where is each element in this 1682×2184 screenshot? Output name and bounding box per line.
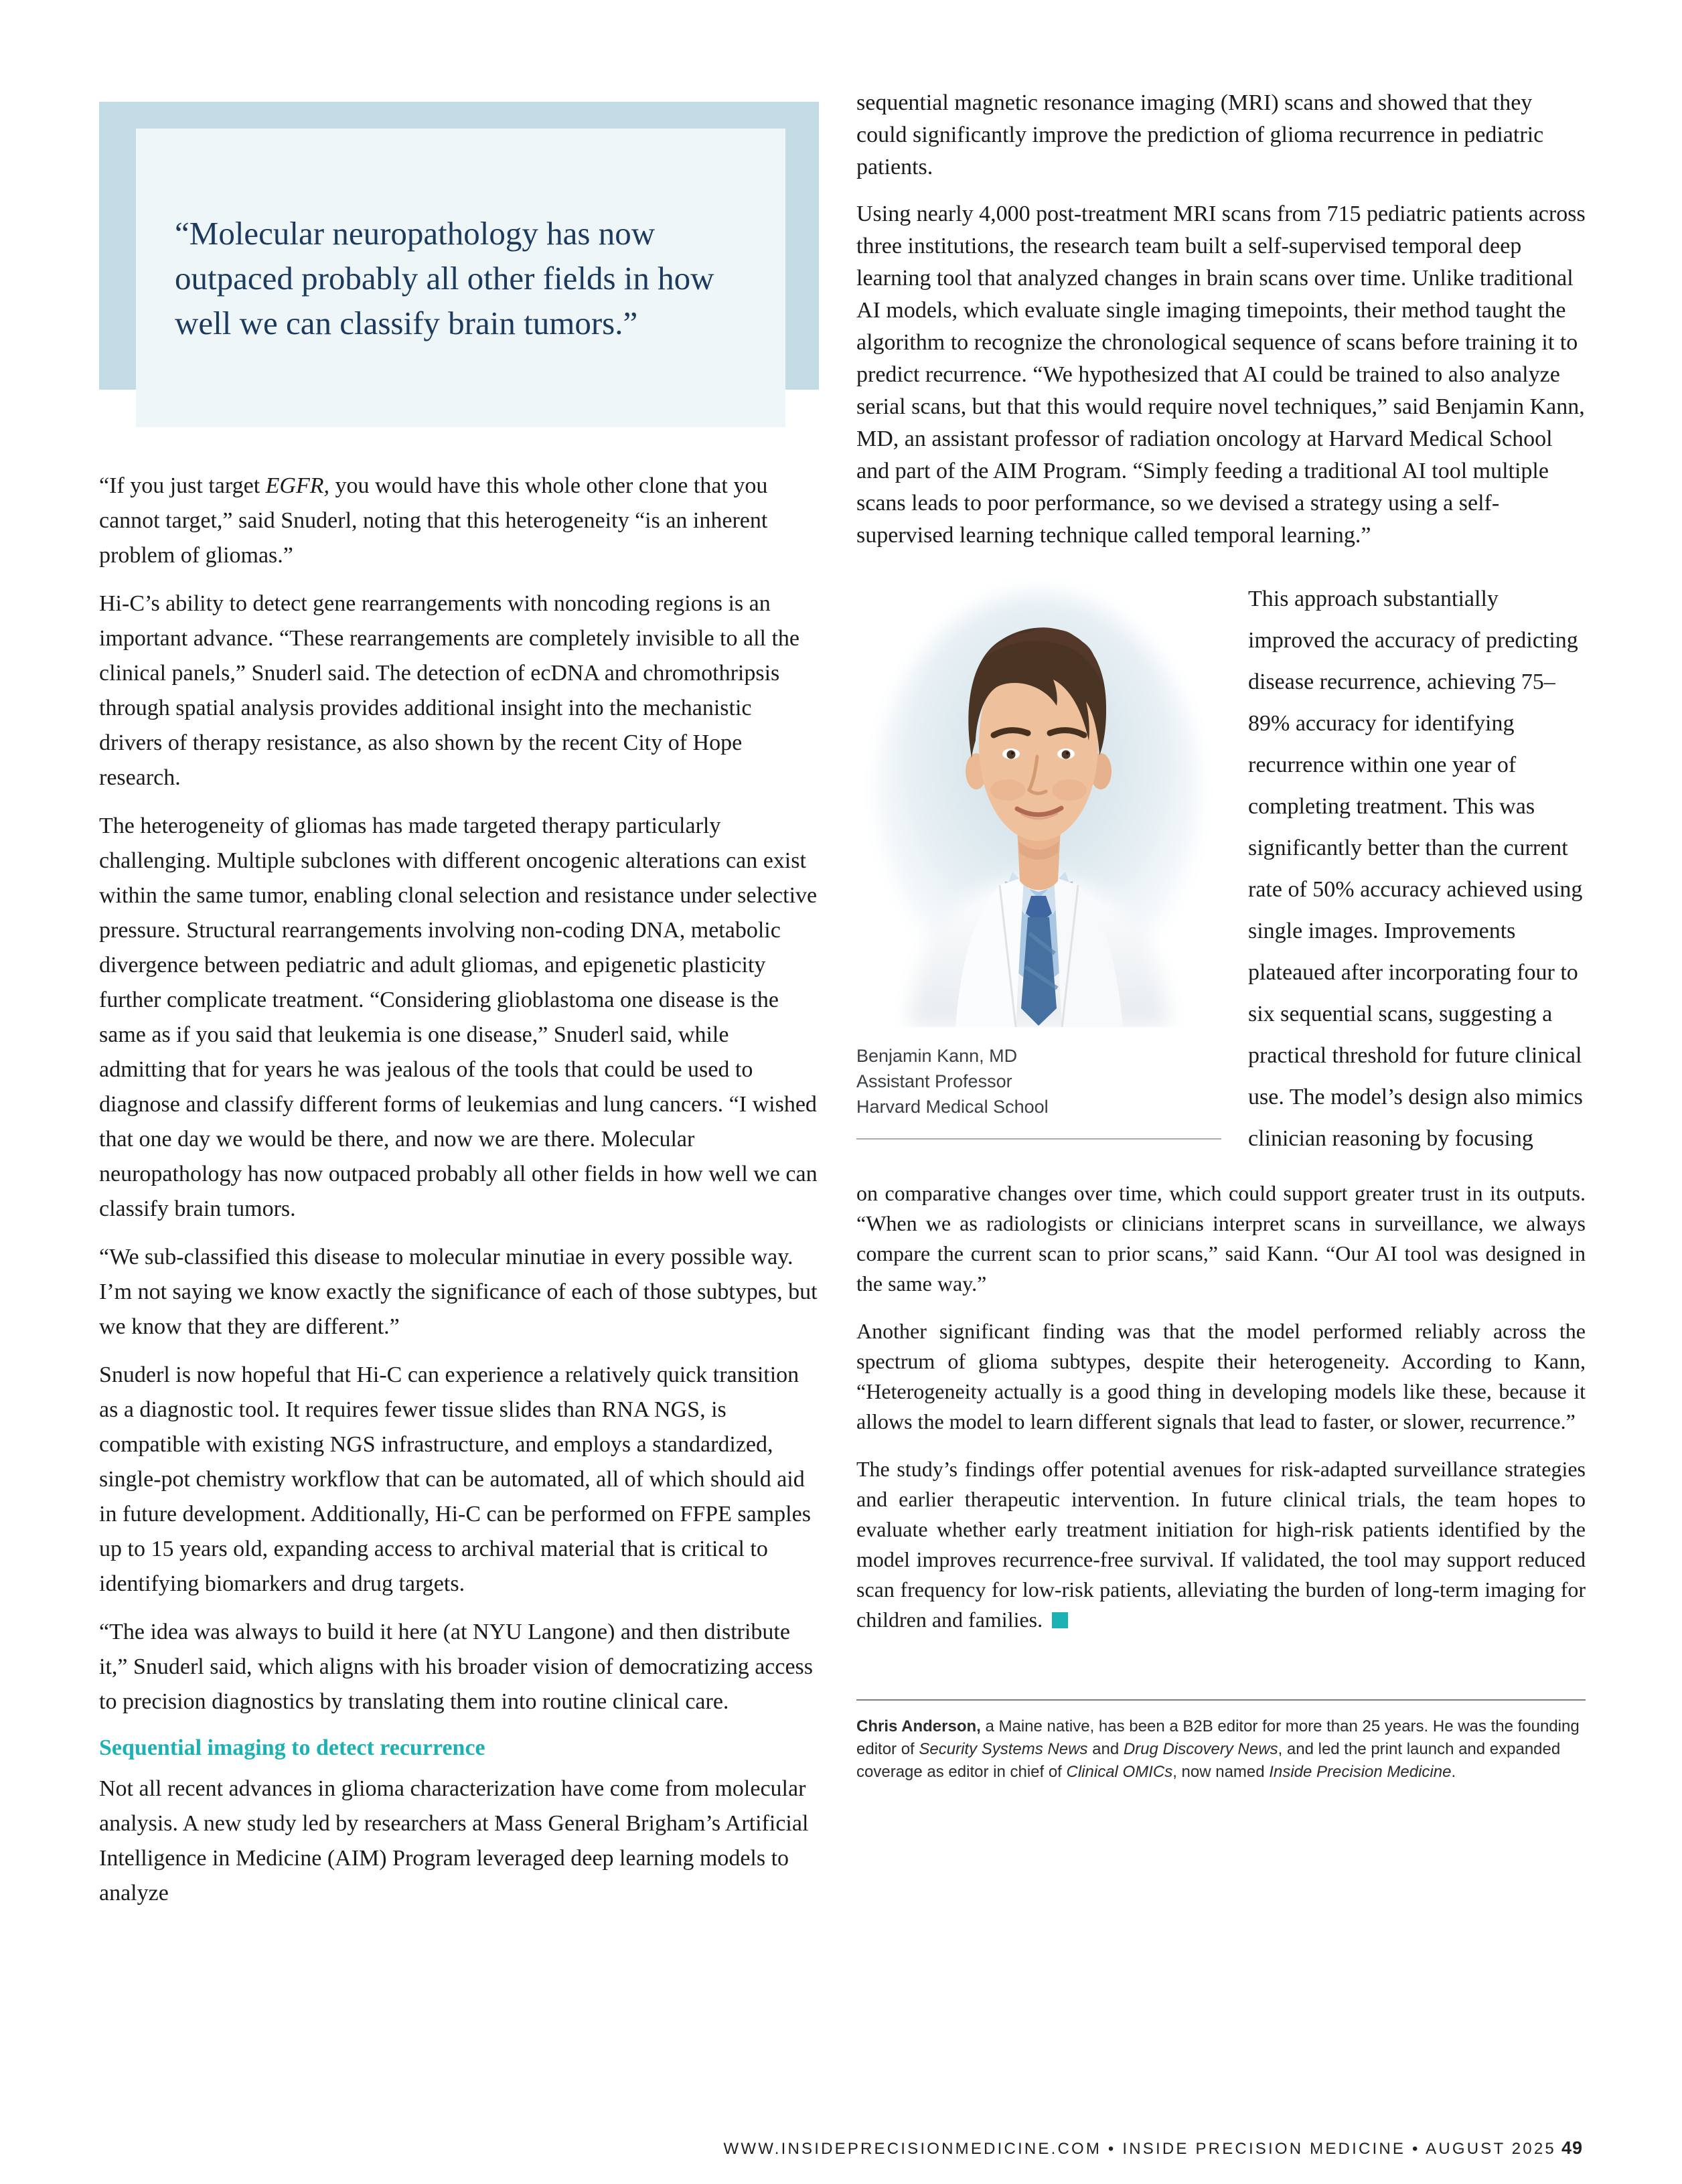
author-bio-text: Chris Anderson, a Maine native, has been a B2B editor for more than 25 years. He was the founding editor of Security Systems News and Drug Discovery News, and led the print launch and expanded coverage as editor in chief of Clinical OMICs, now named Inside Precision Medicine. bbox=[856, 1717, 1580, 1781]
photo-caption bbox=[856, 1043, 1221, 1119]
page-footer bbox=[724, 2138, 1584, 2159]
article-paragraph: “The idea was always to build it here (at NYU Langone) and then distribute it,” Snuderl said, which aligns with his broader vision of democratizing access to precision diagnostics by translating them into routine clinical care. bbox=[99, 1620, 814, 1714]
article-paragraph: “We sub-classified this disease to molecular minutiae in every possible way. I’m not saying we know exactly the significance of each of those subtypes, but we know that they are different.” bbox=[99, 1245, 818, 1339]
footer-text: WWW.INSIDEPRECISIONMEDICINE.COM • INSIDE PRECISION MEDICINE • AUGUST 2025 bbox=[723, 2140, 1556, 2158]
article-paragraph: sequential magnetic resonance imaging (MRI) scans and showed that they could significantly improve the prediction of glioma recurrence in pediatric patients. bbox=[856, 90, 1544, 179]
left-column bbox=[99, 87, 819, 1924]
section-heading: Sequential imaging to detect recurrence bbox=[99, 1735, 485, 1760]
article-body bbox=[99, 87, 1586, 1924]
portrait-photo bbox=[856, 578, 1221, 1027]
article-paragraph: The heterogeneity of gliomas has made targeted therapy particularly challenging. Multiple subclones with different oncogenic alterations can exist within the same tumor, enabling clonal selection and resistance under selective pressure. Structural rearrangements involving non-coding DNA, metabolic divergence between pediatric and adult gliomas, and epigenetic plasticity further complicate treatment. “Considering glioblastoma one disease is the same as if you said that leukemia is one disease,” Snuderl said, while admitting that for years he was jealous of the tools that could be used to diagnose and classify different forms of leukemias and lung cancers. “I wished that one day we would be there, and now we are there. Molecular neuropathology has now outpaced probably all other fields in how well we can classify brain tumors. bbox=[99, 813, 818, 1221]
article-paragraph: This approach substantially improved the accuracy of predicting disease recurrence, achieving 75–89% accuracy for identifying recurrence within one year of completing treatment. This was significantly better than the current rate of 50% accuracy achieved using single images. Improvements plateaued after incorporating four to six sequential scans, suggesting a practical threshold for future clinical use. The model’s design also mimics clinician reasoning by focusing bbox=[1248, 587, 1583, 1151]
page-number: 49 bbox=[1561, 2138, 1583, 2158]
right-column bbox=[856, 87, 1586, 1924]
pull-quote-text: “Molecular neuropathology has now outpaced probably all other fields in how well we can classify brain tumors.” bbox=[175, 214, 714, 341]
text-beside-photo bbox=[1248, 578, 1586, 1160]
article-paragraph: Not all recent advances in glioma characterization have come from molecular analysis. A new study led by researchers at Mass General Brigham’s Artificial Intelligence in Medicine (AIM) Program leveraged deep learning models to analyze bbox=[99, 1776, 809, 1905]
article-paragraph: Snuderl is now hopeful that Hi-C can experience a relatively quick transition as a diagnostic tool. It requires fewer tissue slides than RNA NGS, is compatible with existing NGS infrastructure, and employs a standardized, single-pot chemistry workflow that can be automated, all of which should aid in future development. Additionally, Hi-C can be performed on FFPE samples up to 15 years old, expanding access to archival material that is critical to identifying biomarkers and drug targets. bbox=[99, 1362, 811, 1596]
article-paragraph: Using nearly 4,000 post-treatment MRI scans from 715 pediatric patients across three institutions, the research team built a self-supervised temporal deep learning tool that analyzed changes in brain scans over time. Unlike traditional AI models, which evaluate single imaging timepoints, their method taught the algorithm to recognize the chronological sequence of scans before training it to predict recurrence. “We hypothesized that AI could be trained to also analyze serial scans, but that this would require novel techniques,” said Benjamin Kann, MD, an assistant professor of radiation oncology at Harvard Medical School and part of the AIM Program. “Simply feeding a traditional AI tool multiple scans leads to poor performance, so we devised a strategy using a self-supervised learning technique called temporal learning.” bbox=[856, 202, 1586, 548]
caption-title: Assistant Professor bbox=[856, 1071, 1012, 1091]
caption-divider bbox=[856, 1138, 1221, 1140]
article-paragraph: Hi-C’s ability to detect gene rearrangements with noncoding regions is an important advance. “These rearrangements are completely invisible to all the clinical panels,” Snuderl said. The detection of ecDNA and chromothripsis through spatial analysis provides additional insight into the mechanistic drivers of therapy resistance, as also shown by the recent City of Hope research. bbox=[99, 591, 800, 790]
caption-affiliation: Harvard Medical School bbox=[856, 1097, 1049, 1117]
pull-quote bbox=[99, 102, 819, 427]
author-bio bbox=[856, 1699, 1586, 1784]
article-paragraph bbox=[856, 1454, 1586, 1635]
caption-name: Benjamin Kann, MD bbox=[856, 1046, 1018, 1066]
portrait-illustration bbox=[856, 578, 1221, 1027]
article-paragraph: Another significant finding was that the model performed reliably across the spectrum of glioma subtypes, despite their heterogeneity. According to Kann, “Heterogeneity actually is a good thing in developing models like these, because it allows the model to learn different signals that lead to faster, or slower, recurrence.” bbox=[856, 1319, 1586, 1433]
portrait-figure bbox=[856, 578, 1586, 1160]
article-paragraph-text: The study’s findings offer potential avenues for risk-adapted surveillance strategies and earlier therapeutic intervention. In future clinical trials, the team hopes to evaluate whether early treatment initiation for high-risk patients identified by the model improves recurrence-free survival. If validated, the tool may support reduced scan frequency for low-risk patients, alleviating the burden of long-term imaging for children and families. bbox=[856, 1457, 1586, 1632]
article-paragraph: “If you just target EGFR, you would have this whole other clone that you cannot target,” said Snuderl, noting that this heterogeneity “is an inherent problem of gliomas.” bbox=[99, 473, 768, 568]
end-of-article-marker bbox=[1052, 1612, 1068, 1628]
article-paragraph: on comparative changes over time, which could support greater trust in its outputs. “When we as radiologists or clinicians interpret scans in surveillance, we always compare the current scan to prior scans,” said Kann. “Our AI tool was designed in the same way.” bbox=[856, 1181, 1586, 1296]
pull-quote-box bbox=[136, 129, 785, 427]
portrait-photo-block bbox=[856, 578, 1221, 1160]
